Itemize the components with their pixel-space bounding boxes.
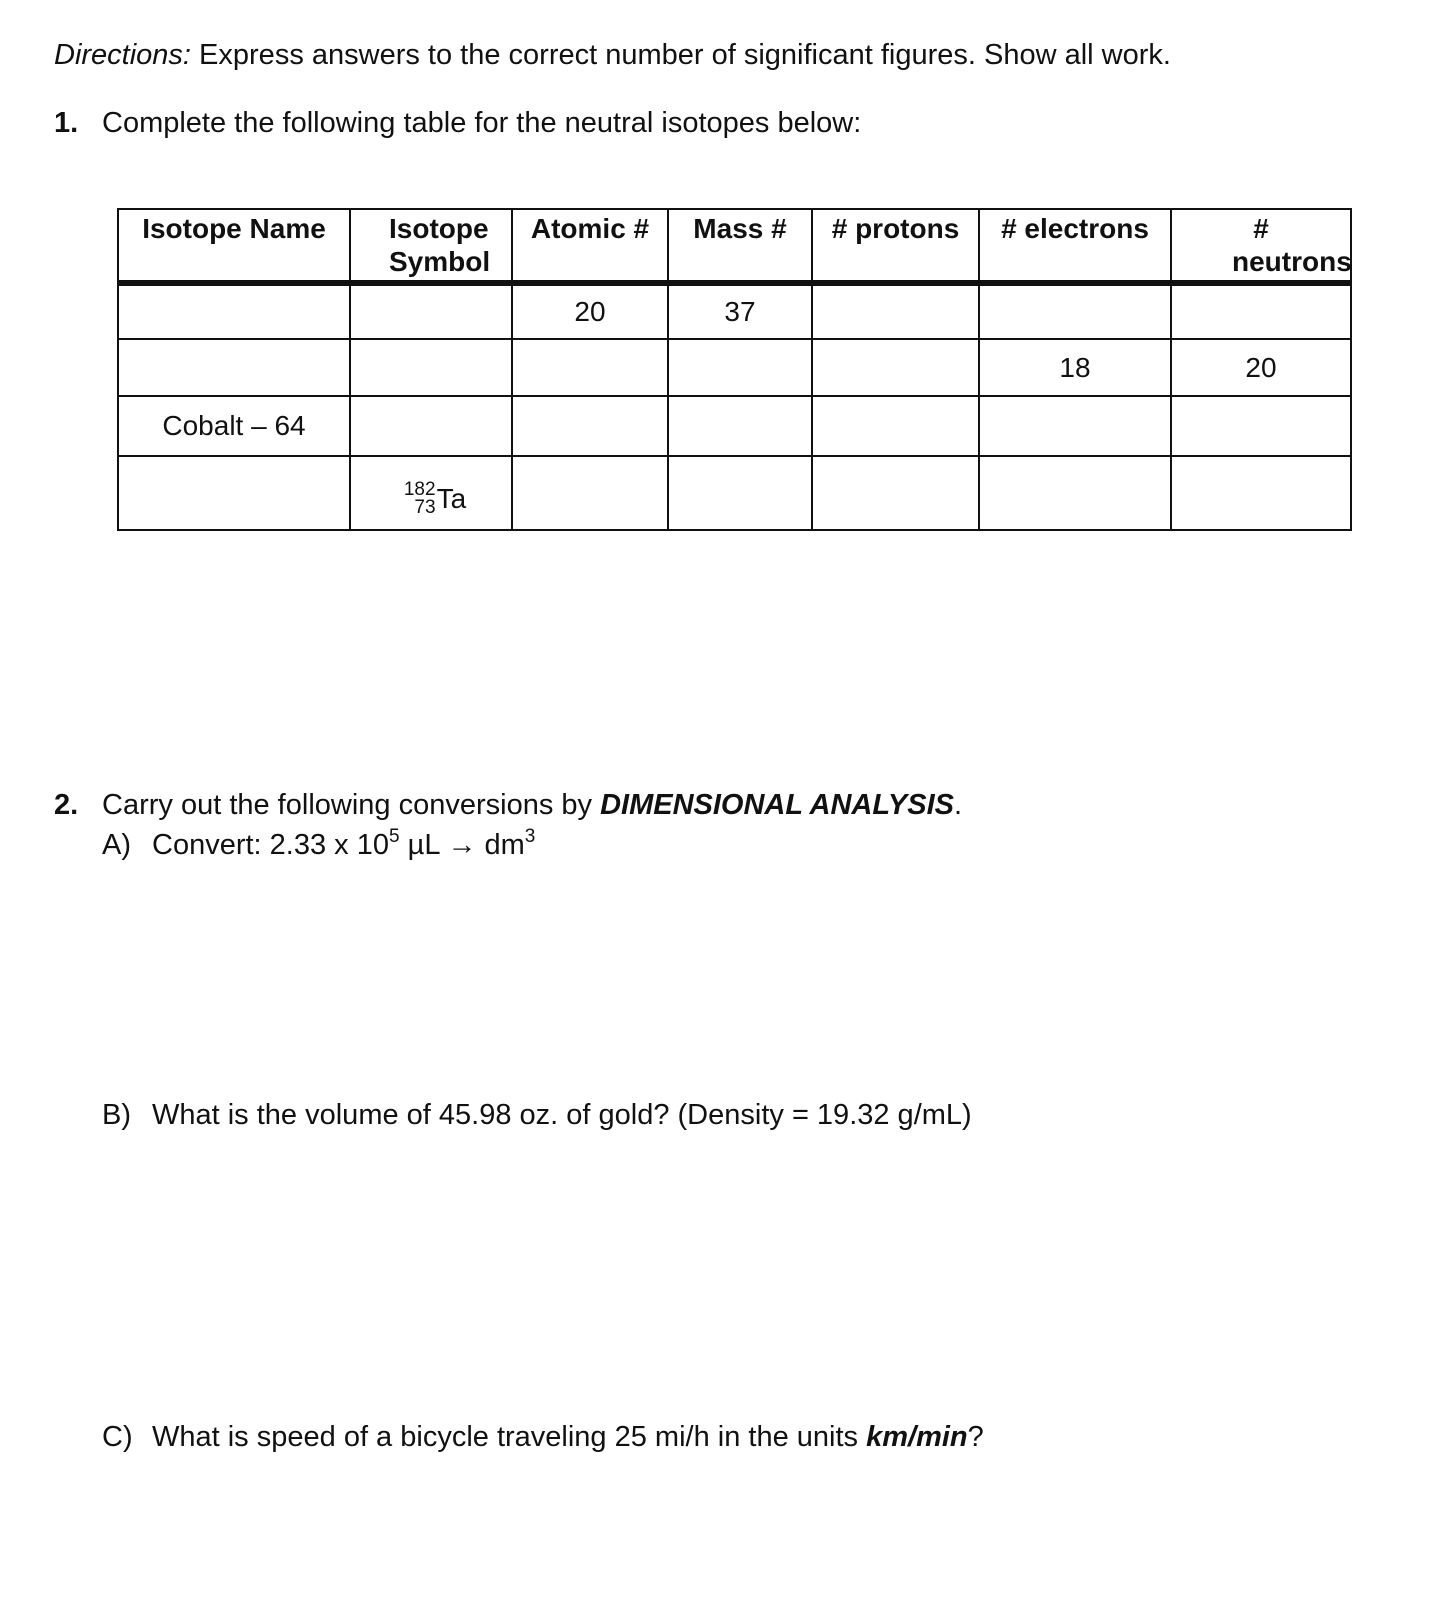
question-1 [54, 106, 861, 140]
cell-atomic-number[interactable] [512, 456, 668, 530]
directions-line [54, 38, 1171, 72]
question-2a [102, 828, 535, 862]
question-2c [102, 1420, 984, 1454]
table-row [118, 396, 1351, 456]
cell-electrons[interactable]: 18 [979, 339, 1171, 396]
question-2a-text-1: Convert: 2.33 x 10 [152, 829, 389, 861]
cell-electrons[interactable] [979, 456, 1171, 530]
cell-atomic-number[interactable]: 20 [512, 283, 668, 339]
cell-isotope-symbol[interactable] [350, 396, 512, 456]
directions-text: Express answers to the correct number of significant figures. Show all work. [191, 39, 1171, 71]
table-header-row [118, 209, 1351, 283]
cell-isotope-name[interactable] [118, 339, 350, 396]
question-2-text: Carry out the following conversions by [102, 789, 601, 821]
header-atomic-number: Atomic # [512, 209, 668, 283]
question-2b-letter: B) [102, 1099, 131, 1131]
directions-label: Directions: [54, 39, 191, 71]
cell-protons[interactable] [812, 283, 979, 339]
cell-isotope-name[interactable]: Cobalt – 64 [118, 396, 350, 456]
cell-isotope-name[interactable] [118, 456, 350, 530]
question-2a-letter: A) [102, 829, 131, 861]
cell-isotope-symbol-nuclide[interactable] [350, 456, 512, 530]
cell-electrons[interactable] [979, 396, 1171, 456]
question-1-number: 1. [54, 107, 79, 139]
question-2a-exponent-1: 5 [388, 826, 400, 847]
header-isotope-name: Isotope Name [118, 209, 350, 283]
cell-neutrons[interactable]: 20 [1171, 339, 1351, 396]
question-2a-exponent-2: 3 [524, 826, 536, 847]
cell-isotope-symbol[interactable] [350, 283, 512, 339]
question-2-number: 2. [54, 789, 79, 821]
question-2-period: . [954, 789, 963, 821]
nuclide-symbol: Ta [436, 482, 467, 514]
table-row [118, 283, 1351, 339]
question-2b-text: What is the volume of 45.98 oz. of gold? (Density = 19.32 g/mL) [152, 1099, 972, 1131]
isotope-table [117, 208, 1352, 531]
cell-protons[interactable] [812, 396, 979, 456]
table-row [118, 456, 1351, 530]
question-1-text: Complete the following table for the neutral isotopes below: [102, 107, 862, 139]
header-protons: # protons [812, 209, 979, 283]
cell-mass-number[interactable] [668, 339, 812, 396]
question-2c-text: What is speed of a bicycle traveling 25 mi/h in the units [152, 1421, 867, 1453]
header-electrons: # electrons [979, 209, 1171, 283]
cell-atomic-number[interactable] [512, 339, 668, 396]
cell-protons[interactable] [812, 456, 979, 530]
cell-mass-number[interactable] [668, 456, 812, 530]
nuclide-mass-number: 182 [403, 478, 436, 500]
question-2-emphasis: DIMENSIONAL ANALYSIS [600, 789, 955, 821]
table-row [118, 339, 1351, 396]
cell-isotope-symbol[interactable] [350, 339, 512, 396]
question-2c-emphasis: km/min [866, 1421, 968, 1453]
header-isotope-symbol: Isotope Symbol [350, 209, 512, 283]
nuclide-notation [403, 478, 467, 518]
question-2c-letter: C) [102, 1421, 133, 1453]
cell-atomic-number[interactable] [512, 396, 668, 456]
nuclide-atomic-number: 73 [414, 496, 436, 518]
question-2c-question-mark: ? [967, 1421, 984, 1453]
nuclide-numbers [403, 478, 436, 518]
header-mass-number: Mass # [668, 209, 812, 283]
cell-electrons[interactable] [979, 283, 1171, 339]
cell-neutrons[interactable] [1171, 283, 1351, 339]
cell-isotope-name[interactable] [118, 283, 350, 339]
cell-mass-number[interactable]: 37 [668, 283, 812, 339]
question-2a-text-2: µL → dm [399, 829, 525, 861]
question-2 [54, 788, 962, 822]
cell-neutrons[interactable] [1171, 396, 1351, 456]
header-neutrons: # neutrons [1171, 209, 1351, 283]
question-2b [102, 1098, 972, 1132]
cell-mass-number[interactable] [668, 396, 812, 456]
cell-neutrons[interactable] [1171, 456, 1351, 530]
cell-protons[interactable] [812, 339, 979, 396]
